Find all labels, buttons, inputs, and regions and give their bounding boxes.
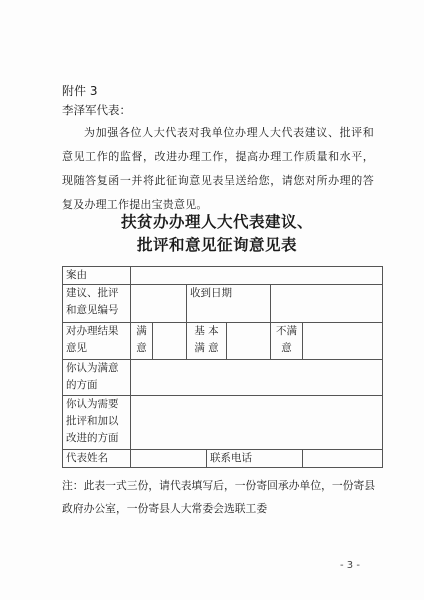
improve-aspects-label: 你认为需要批评和加以改进的方面 [63, 396, 131, 450]
row-representative [63, 450, 383, 468]
row-subject [63, 267, 383, 285]
suggestion-number-field[interactable] [131, 285, 187, 323]
result-opinion-label: 对办理结果意见 [63, 323, 131, 360]
row-satisfied-aspects [63, 360, 383, 396]
page-number: - 3 - [340, 560, 360, 571]
row-suggestion-number [63, 285, 383, 323]
receipt-date-label: 收到日期 [187, 285, 271, 323]
receipt-date-field[interactable] [271, 285, 383, 323]
intro-paragraph: 为加强各位人大代表对我单位办理人大代表建议、批评和意见工作的监督，改进办理工作，提高办理工作质量和水平，现随答复函一并将此征询意见表呈送给您，请您对所办理的答复及办理工作提出宝贵意见。 [62, 126, 374, 211]
form-title [62, 210, 372, 256]
basically-satisfied-label: 基 本 满 意 [187, 323, 227, 360]
form-title-line-1: 扶贫办办理人大代表建议、 [120, 212, 313, 231]
satisfied-label: 满 意 [131, 323, 153, 360]
improve-aspects-field[interactable] [131, 396, 383, 450]
contact-phone-label: 联系电话 [207, 450, 303, 468]
suggestion-number-label: 建议、批评和意见编号 [63, 285, 131, 323]
unsatisfied-checkbox[interactable] [303, 323, 383, 360]
row-improve-aspects [63, 396, 383, 450]
basically-satisfied-checkbox[interactable] [227, 323, 271, 360]
rep-name-label: 代表姓名 [63, 450, 131, 468]
form-title-line-2: 批评和意见征询意见表 [136, 235, 297, 254]
row-result-opinion [63, 323, 383, 360]
salutation: 李泽军代表： [62, 103, 131, 117]
satisfied-aspects-field[interactable] [131, 360, 383, 396]
opinion-form-table [62, 266, 383, 468]
satisfied-checkbox[interactable] [153, 323, 187, 360]
contact-phone-field[interactable] [303, 450, 383, 468]
subject-label: 案由 [63, 267, 131, 285]
satisfied-aspects-label: 你认为满意的方面 [63, 360, 131, 396]
attachment-label: 附件 3 [62, 84, 98, 98]
rep-name-field[interactable] [131, 450, 207, 468]
subject-field[interactable] [131, 267, 383, 285]
unsatisfied-label: 不满意 [271, 323, 303, 360]
footnote: 注：此表一式三份，请代表填写后，一份寄回承办单位，一份寄县政府办公室，一份寄县人大常委会选联工委 [62, 479, 376, 515]
